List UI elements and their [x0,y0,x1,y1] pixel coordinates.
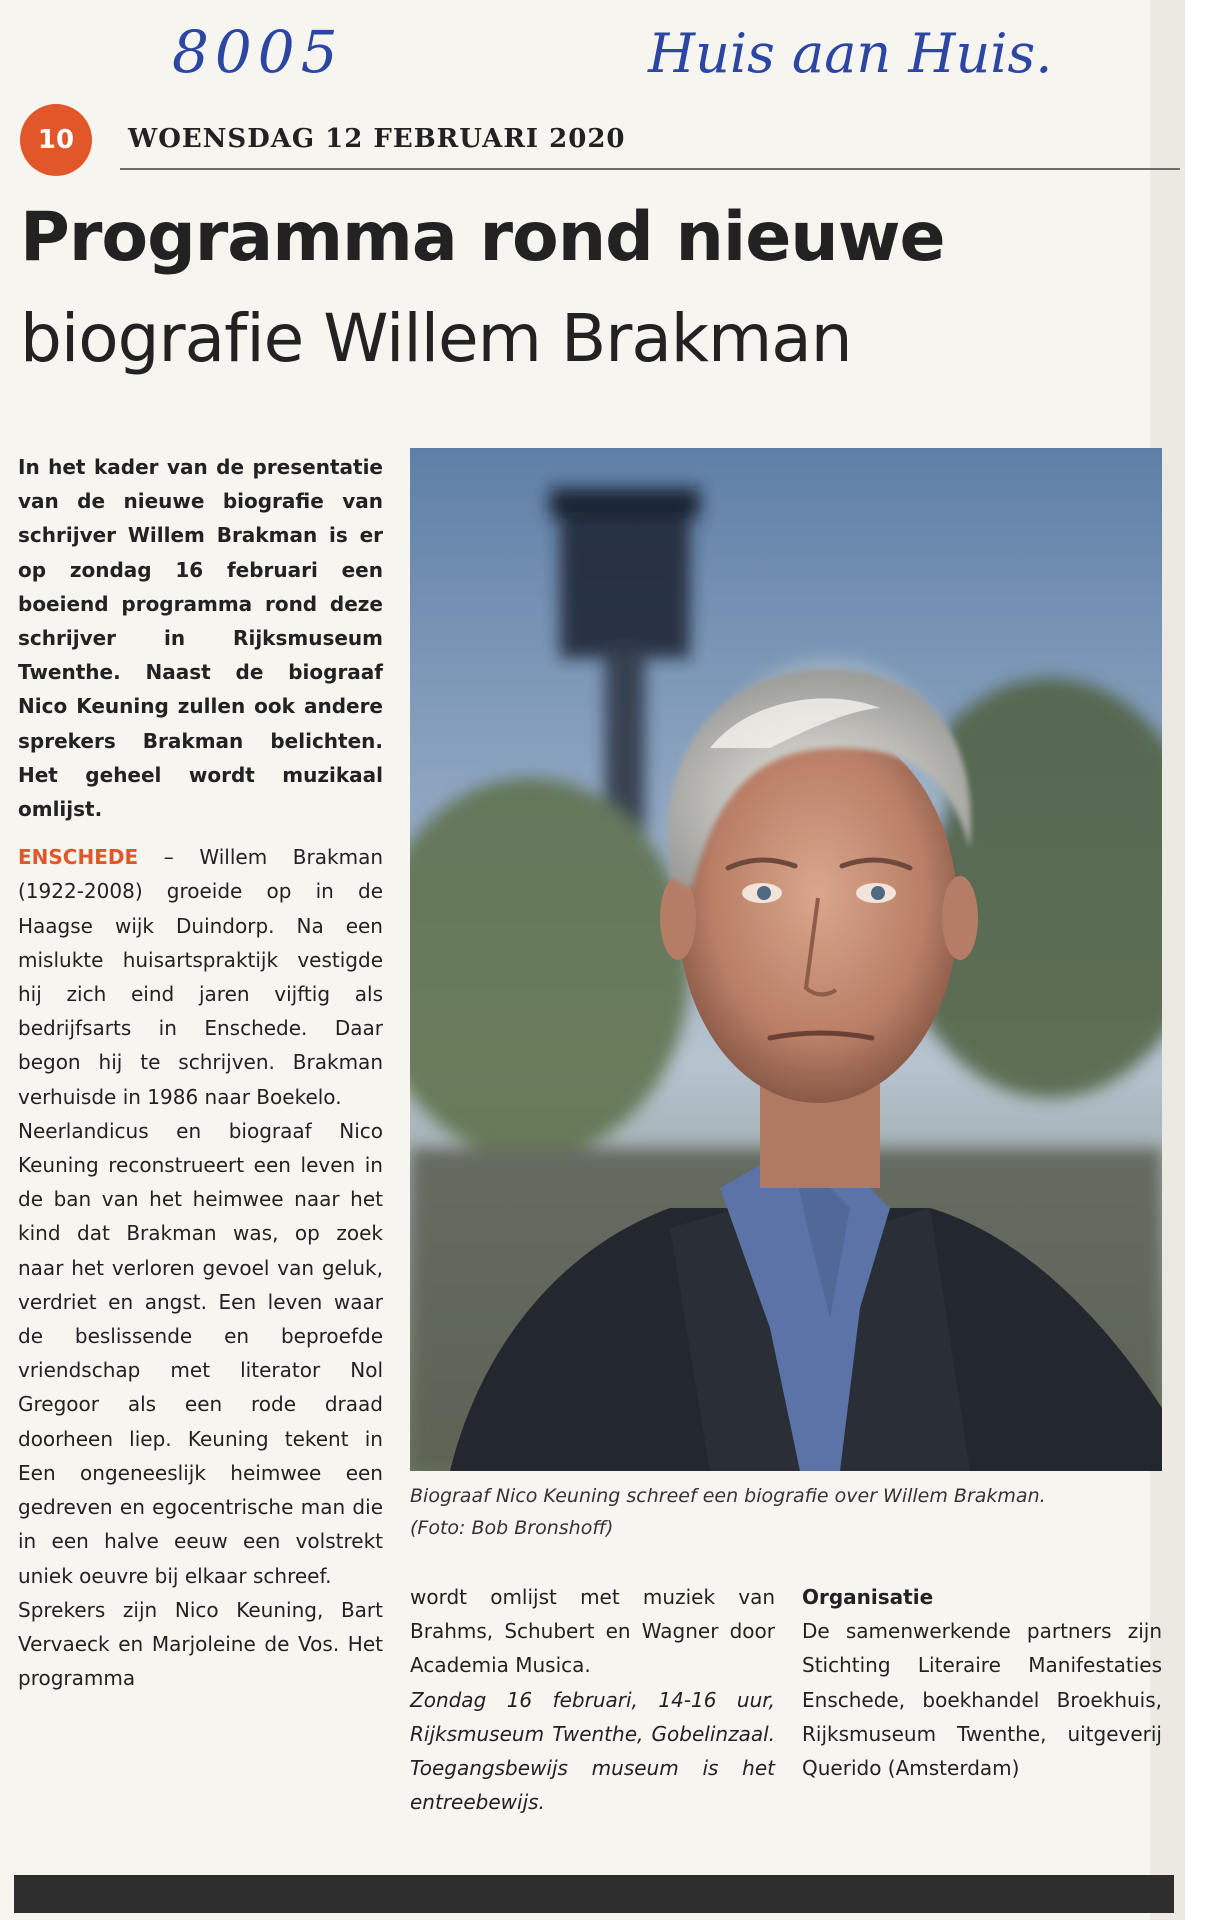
article-column-right [802,1580,1162,1785]
caption-credit: (Foto: Bob Bronshoff) [410,1517,614,1539]
body-paragraph-1 [18,840,383,1114]
body-paragraph-3-continued: wordt omlijst met muziek van Brahms, Schubert en Wagner door Academia Musica. [410,1585,775,1678]
portrait-photo [410,448,1162,1471]
article-column-middle [410,1580,775,1819]
header-divider [120,168,1180,170]
body-paragraph-3: Sprekers zijn Nico Keuning, Bart Vervaeck en Marjoleine de Vos. Het programma [18,1597,383,1691]
body-paragraph-1-text: – Willem Brakman (1922-2008) groeide op in de Haagse wijk Duindorp. Na een mislukte huisartspraktijk vestigde hij zich eind jaren vijftig als bedrijfsarts in Enschede. Daar begon hij te schrijven. Brakman verhuisde in 1986 naar Boekelo. [18,845,384,1109]
handwritten-code: 8005 [172,18,344,86]
body-paragraph-2: Neerlandicus en biograaf Nico Keuning reconstrueert een leven in de ban van het heimwee naar het kind dat Brakman was, op zoek naar het verloren gevoel van geluk, verdriet en angst. Een leven waar de beslissende en beproefde vriendschap met literator Nol Gregoor als een rode draad doorheen liep. Keuning tekent in Een ongeneeslijk heimwee een gedreven en egocentrische man die in een halve eeuw een volstrekt uniek oeuvre bij elkaar schreef. [18,1118,383,1588]
organisatie-heading: Organisatie [802,1585,934,1609]
article-column-left [18,450,383,1695]
page-number-badge: 10 [20,104,92,176]
headline-line-1: Programma rond nieuwe [20,198,945,277]
bottom-ad-strip [14,1875,1174,1913]
scan-margin [1185,0,1212,1920]
lead-paragraph: In het kader van de presentatie van de nieuwe biografie van schrijver Willem Brakman is er op zondag 16 februari een boeiend programma rond deze schrijver in Rijksmuseum Twenthe. Naast de biograaf Nico Keuning zullen ook andere sprekers Brakman belichten. Het geheel wordt muzikaal omlijst. [18,455,383,822]
headline-line-2: biografie Willem Brakman [20,300,852,377]
handwritten-source: Huis aan Huis. [648,22,1053,85]
photo-caption [410,1480,1170,1544]
caption-text: Biograaf Nico Keuning schreef een biografie over Willem Brakman. [410,1485,1046,1507]
organisatie-text: De samenwerkende partners zijn Stichting Literaire Manifestaties Enschede, boekhandel Broekhuis, Rijksmuseum Twenthe, uitgeverij Querido (Amsterdam) [802,1619,1162,1781]
issue-date: WOENSDAG 12 FEBRUARI 2020 [128,124,626,154]
dateline-city: ENSCHEDE [18,845,139,870]
event-info: Zondag 16 februari, 14-16 uur, Rijksmuseum Twenthe, Gobelinzaal. Toegangsbewijs museum is het entreebewijs. [410,1687,775,1815]
